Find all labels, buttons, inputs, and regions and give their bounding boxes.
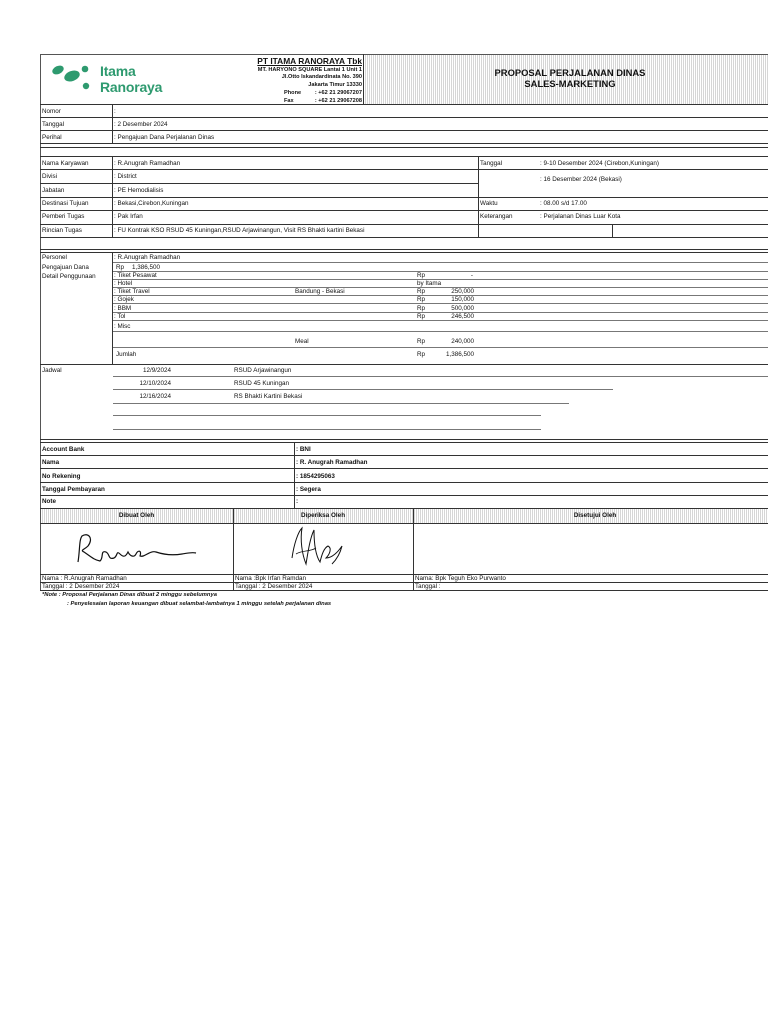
meal-label: Meal (295, 338, 309, 345)
company-address-2: Jl.Otto Iskandardinata No. 390 (281, 74, 362, 81)
dibuat-oleh-header: Dibuat Oleh (118, 512, 155, 519)
item-gojek: : Gojek (114, 296, 134, 303)
dibuat-tanggal: Tanggal : 2 Desember 2024 (42, 583, 120, 590)
trip-tanggal-value-1: : 9-10 Desember 2024 (Cirebon,Kuningan) (540, 160, 660, 167)
jadwal-place-3: RS Bhakti Kartini Bekasi (234, 393, 303, 400)
item-bbm: : BBM (114, 305, 132, 312)
account-bank-value: : BNI (296, 446, 311, 453)
item-bbm-rp: Rp (417, 305, 426, 312)
fax-value: : +62 21 29067208 (314, 98, 362, 105)
item-hotel: : Hotel (114, 280, 133, 287)
item-tiket-pesawat-rp: Rp (417, 272, 426, 279)
pengajuan-dana-rp: Rp (116, 264, 125, 271)
perihal-value: : Pengajuan Dana Perjalanan Dinas (114, 134, 215, 141)
logo-text-line2: Ranoraya (100, 79, 163, 95)
item-hotel-rp: by Itama (417, 280, 442, 287)
jadwal-label: Jadwal (42, 367, 62, 374)
bank-nama-value: : R. Anugrah Ramadhan (296, 459, 368, 466)
item-gojek-rp: Rp (417, 296, 426, 303)
diperiksa-oleh-header: Diperiksa Oleh (300, 512, 346, 519)
dibuat-nama: Nama : R.Anugrah Ramadhan (42, 575, 127, 582)
jumlah-rp: Rp (417, 351, 426, 358)
phone-value: : +62 21 29067207 (314, 90, 362, 97)
note-value: : (296, 498, 299, 505)
personel-label: Personel (42, 254, 67, 261)
jumlah-amount: 1,386,500 (445, 351, 474, 358)
diperiksa-nama: Nama :Bpk Irfan Ramdan (235, 575, 307, 582)
no-rekening-label: No Rekening (42, 473, 81, 480)
company-address-1: MT. HARYONO SQUARE Lantai 1 Unit 1 (257, 66, 362, 73)
company-logo (50, 60, 200, 96)
pengajuan-dana-label: Pengajuan Dana (42, 264, 89, 271)
jabatan-label: Jabatan (42, 187, 65, 194)
divisi-label: Divisi (42, 173, 58, 180)
disetujui-nama: Nama: Bpk Teguh Eko Purwanto (415, 575, 506, 582)
footnote-2: : Penyelesaian laporan keuangan dibuat selambat-lambatnya 1 minggu setelah perjalanan dinas (67, 601, 332, 607)
jadwal-place-2: RSUD 45 Kuningan (234, 380, 289, 387)
diperiksa-tanggal: Tanggal : 2 Desember 2024 (235, 583, 313, 590)
detail-penggunaan-label: Detail Penggunaan (42, 273, 96, 280)
trip-tanggal-value-2: : 16 Desember 2024 (Bekasi) (540, 176, 622, 183)
jabatan-value: : PE Hemodialisis (114, 187, 164, 194)
disetujui-tanggal: Tanggal : (415, 583, 441, 590)
phone-label: Phone (284, 90, 302, 97)
fax-label: Fax (284, 98, 294, 105)
account-bank-label: Account Bank (42, 446, 85, 453)
tanggal-pembayaran-value: : Segera (296, 486, 321, 493)
pemberi-tugas-label: Pemberi Tugas (42, 213, 85, 220)
nama-karyawan-value: : R.Anugrah Ramadhan (114, 160, 181, 167)
jadwal-place-1: RSUD Arjawinangun (234, 367, 292, 374)
perihal-label: Perihal (42, 134, 62, 141)
note-label: Note (42, 498, 56, 505)
item-gojek-amount: 150,000 (451, 296, 474, 303)
keterangan-label: Keterangan (480, 213, 513, 220)
nomor-value: : (114, 108, 116, 115)
company-name: PT ITAMA RANORAYA Tbk (257, 56, 362, 66)
company-address-3: Jakarta Timur 13330 (308, 82, 362, 89)
logo-mark-icon (50, 60, 90, 94)
nama-karyawan-label: Nama Karyawan (42, 160, 89, 167)
meal-rp: Rp (417, 338, 426, 345)
meal-amount: 240,000 (451, 338, 474, 345)
jadwal-date-2: 12/10/2024 (139, 380, 171, 387)
item-tol-amount: 246,500 (451, 313, 474, 320)
title-line1: PROPOSAL PERJALANAN DINAS (494, 67, 646, 78)
nomor-label: Nomor (42, 108, 61, 115)
no-rekening-value: : 1854295063 (296, 473, 335, 480)
item-tiket-travel-rp: Rp (417, 288, 426, 295)
item-misc: : Misc (114, 323, 131, 330)
disetujui-oleh-header: Disetujui Oleh (573, 512, 617, 519)
item-tol-rp: Rp (417, 313, 426, 320)
company-info (257, 57, 362, 106)
divisi-value: : District (114, 173, 137, 180)
tanggal-value: : 2 Desember 2024 (114, 121, 168, 128)
rincian-tugas-value: : FU Kontrak KSO RSUD 45 Kuningan,RSUD Arjawinangun, Visit RS Bhakti kartini Bekasi (114, 227, 365, 234)
item-tiket-pesawat-amount: - (470, 272, 473, 279)
logo-text-line1: Itama (100, 63, 136, 79)
footnote-1: *Note : Proposal Perjalanan Dinas dibuat 2 minggu sebelumnya (42, 592, 217, 598)
item-tiket-travel-note: Bandung - Bekasi (295, 288, 345, 295)
jumlah-label: Jumlah (116, 351, 137, 358)
rincian-tugas-label: Rincian Tugas (42, 227, 82, 234)
jadwal-date-1: 12/9/2024 (142, 367, 171, 374)
item-tol: : Tol (114, 313, 126, 320)
tanggal-label: Tanggal (42, 121, 65, 128)
waktu-value: : 08.00 s/d 17.00 (540, 200, 587, 207)
personel-value: : R.Anugrah Ramadhan (114, 254, 181, 261)
destinasi-label: Destinasi Tujuan (42, 200, 89, 207)
waktu-label: Waktu (480, 200, 498, 207)
trip-tanggal-label: Tanggal (480, 160, 503, 167)
signature-diperiksa-image (280, 524, 360, 572)
tanggal-pembayaran-label: Tanggal Pembayaran (42, 486, 105, 493)
pemberi-tugas-value: : Pak Irfan (114, 213, 143, 220)
jadwal-date-3: 12/16/2024 (139, 393, 171, 400)
signature-dibuat-image (70, 528, 200, 570)
title-line2: SALES-MARKETING (524, 78, 616, 89)
item-bbm-amount: 500,000 (451, 305, 474, 312)
destinasi-value: : Bekasi,Cirebon,Kuningan (114, 200, 189, 207)
item-tiket-travel: : Tiket Travel (114, 288, 150, 295)
item-tiket-travel-amount: 250,000 (451, 288, 474, 295)
pengajuan-dana-value: 1,386,500 (132, 264, 161, 271)
item-tiket-pesawat: : Tiket Pesawat (114, 272, 157, 279)
bank-nama-label: Nama (42, 459, 60, 466)
proposal-document (40, 54, 768, 598)
keterangan-value: : Perjalanan Dinas Luar Kota (540, 213, 621, 220)
